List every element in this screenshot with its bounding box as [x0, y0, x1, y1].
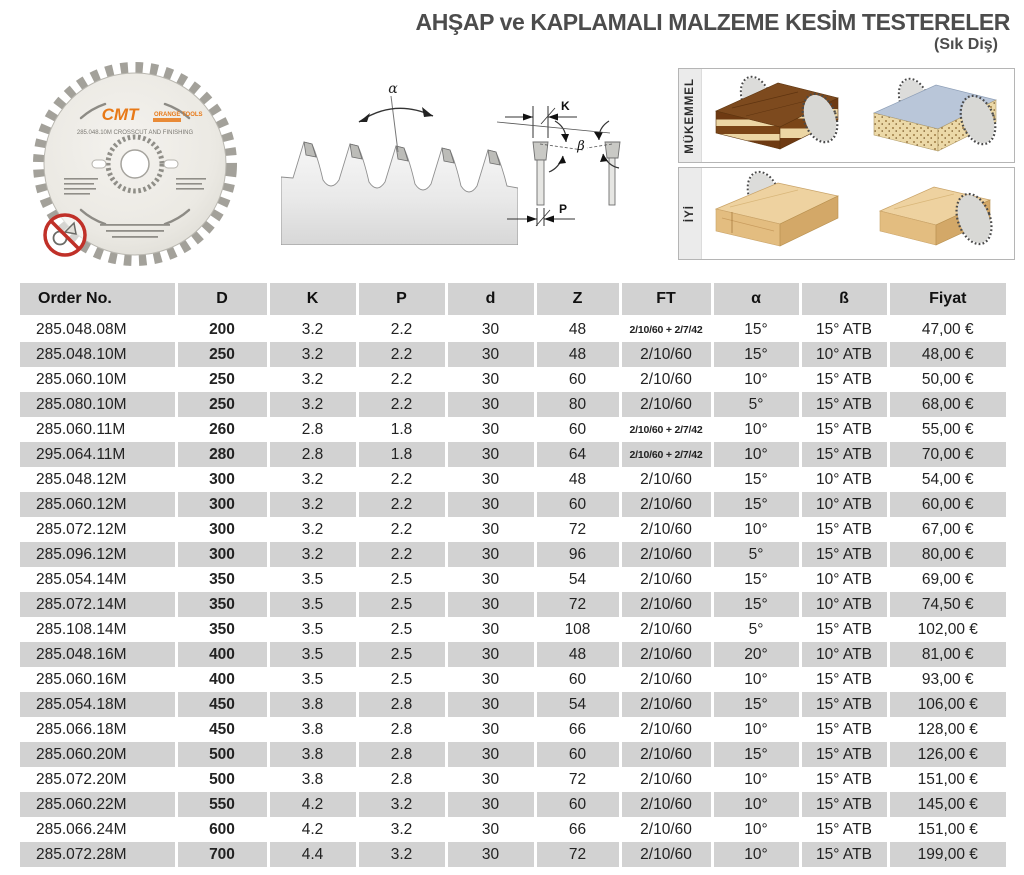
- cell-alpha: 15°: [712, 742, 800, 767]
- cell-z: 48: [535, 467, 620, 492]
- cell-d: 300: [176, 517, 268, 542]
- cell-alpha: 5°: [712, 392, 800, 417]
- table-row: [20, 542, 1006, 567]
- cell-p: 2.2: [357, 467, 446, 492]
- cell-d: 250: [176, 342, 268, 367]
- cell-ft: 2/10/60: [620, 467, 712, 492]
- cell-d: 500: [176, 767, 268, 792]
- cell-alpha: 10°: [712, 367, 800, 392]
- table-row: [20, 417, 1006, 442]
- cell-k: 2.8: [268, 442, 357, 467]
- cell-alpha: 15°: [712, 567, 800, 592]
- cell-price: 102,00 €: [888, 617, 1006, 642]
- cell-ft: 2/10/60: [620, 542, 712, 567]
- cell-bore: 30: [446, 367, 535, 392]
- cell-d: 280: [176, 442, 268, 467]
- cell-p: 2.8: [357, 767, 446, 792]
- cell-alpha: 10°: [712, 817, 800, 842]
- cell-order: 285.048.10M: [20, 342, 176, 367]
- cell-bore: 30: [446, 767, 535, 792]
- table-row: [20, 442, 1006, 467]
- cell-beta: 10° ATB: [800, 592, 888, 617]
- cell-d: 350: [176, 592, 268, 617]
- cell-price: 81,00 €: [888, 642, 1006, 667]
- cell-order: 285.060.10M: [36, 370, 127, 388]
- cell-ft: 2/10/60: [620, 367, 712, 392]
- cell-beta: 15° ATB: [800, 742, 888, 767]
- cell-k: 3.5: [268, 642, 357, 667]
- cell-price: 68,00 €: [888, 392, 1006, 417]
- cell-bore: 30: [446, 842, 535, 867]
- good-materials-art: [702, 169, 1012, 257]
- cell-z: 60: [535, 367, 620, 392]
- cell-order: 285.060.11M: [36, 420, 126, 438]
- cell-order: 285.060.20M: [20, 742, 176, 767]
- quality-box-good: [678, 167, 1015, 260]
- cell-price: 55,00 €: [888, 417, 1006, 442]
- cell-bore: 30: [446, 492, 535, 517]
- table-row: [20, 767, 1006, 792]
- cell-alpha: 10°: [712, 842, 800, 867]
- cell-p: 2.8: [357, 742, 446, 767]
- cell-k: 3.2: [268, 542, 357, 567]
- laminated-board: [716, 73, 844, 149]
- cell-d: 550: [176, 792, 268, 817]
- cell-bore: 30: [446, 542, 535, 567]
- header: [370, 10, 1010, 54]
- cell-price: 128,00 €: [888, 717, 1006, 742]
- cell-d: 700: [176, 842, 268, 867]
- table-row: [20, 692, 1006, 717]
- column-header-d: D: [176, 283, 268, 316]
- cell-beta: 15° ATB: [800, 767, 888, 792]
- cell-ft: 2/10/60: [620, 567, 712, 592]
- column-header-z: Z: [535, 283, 620, 316]
- quality-label-good-text: İYİ: [684, 204, 696, 223]
- left-tooth: [533, 142, 548, 205]
- cell-d: 300: [176, 542, 268, 567]
- cell-p: 2.2: [357, 367, 446, 392]
- cell-alpha: 10°: [712, 417, 800, 442]
- cell-ft: 2/10/60: [620, 817, 712, 842]
- table-row: [20, 392, 1006, 417]
- right-tooth: [605, 142, 620, 205]
- cell-z: 60: [535, 417, 620, 442]
- table-row: [20, 617, 1006, 642]
- cell-beta: 15° ATB: [800, 542, 888, 567]
- cell-alpha: 5°: [712, 542, 800, 567]
- cell-alpha: 10°: [712, 667, 800, 692]
- bore-hole: [121, 150, 149, 178]
- cell-bore: 30: [446, 817, 535, 842]
- cell-beta: 15° ATB: [800, 316, 888, 342]
- cell-k: 4.2: [268, 792, 357, 817]
- cell-p: 2.5: [357, 592, 446, 617]
- cell-z: 60: [535, 667, 620, 692]
- p-dimension: [507, 202, 575, 226]
- cell-k: 3.2: [268, 392, 357, 417]
- cell-p: 2.5: [357, 642, 446, 667]
- cell-beta: 15° ATB: [800, 717, 888, 742]
- blade-model-text: 285.048.10M CROSSCUT AND FINISHING: [76, 130, 194, 136]
- cell-z: 48: [535, 316, 620, 342]
- cell-k: 3.8: [268, 742, 357, 767]
- cell-z: 60: [535, 742, 620, 767]
- cell-k: 3.8: [268, 717, 357, 742]
- cell-z: 66: [535, 717, 620, 742]
- cell-beta: 10° ATB: [800, 467, 888, 492]
- svg-text:α: α: [388, 81, 398, 97]
- cell-k: 3.2: [268, 492, 357, 517]
- table-row: [20, 667, 1006, 692]
- kerf-angle-diagram: [497, 76, 665, 240]
- cell-alpha: 20°: [712, 642, 800, 667]
- cell-alpha: 10°: [712, 442, 800, 467]
- key-slot-left: [92, 160, 106, 168]
- cell-ft: 2/10/60: [620, 592, 712, 617]
- cell-p: 2.5: [357, 567, 446, 592]
- table-row: [20, 316, 1006, 342]
- cell-order: 285.054.14M: [36, 570, 127, 588]
- cell-bore: 30: [446, 417, 535, 442]
- page-subtitle: (Sık Diş): [933, 36, 998, 54]
- spec-table-body: [20, 316, 1006, 867]
- cell-z: 48: [535, 342, 620, 367]
- cell-z: 72: [535, 517, 620, 542]
- table-row: [20, 842, 1006, 867]
- cell-z: 72: [535, 767, 620, 792]
- cell-ft: 2/10/60: [620, 742, 712, 767]
- cell-alpha: 15°: [712, 692, 800, 717]
- cell-p: 2.8: [357, 692, 446, 717]
- quality-label-excellent: [679, 69, 702, 162]
- cell-alpha: 15°: [712, 492, 800, 517]
- cell-order: 285.060.16M: [36, 670, 127, 688]
- cell-price: 93,00 €: [888, 667, 1006, 692]
- cell-ft: 2/10/60: [620, 667, 712, 692]
- k-dimension: [505, 99, 577, 138]
- cell-price: 70,00 €: [888, 442, 1006, 467]
- excellent-materials-art: [702, 70, 1012, 160]
- cell-alpha: 10°: [712, 717, 800, 742]
- cell-price: 74,50 €: [888, 592, 1006, 617]
- cell-k: 2.8: [268, 417, 357, 442]
- cell-beta: 15° ATB: [800, 367, 888, 392]
- cell-p: 1.8: [357, 442, 446, 467]
- cell-d: 250: [176, 392, 268, 417]
- cell-order: 285.048.16M: [20, 642, 176, 667]
- saw-blade-photo: [8, 56, 258, 272]
- cell-price: 80,00 €: [888, 542, 1006, 567]
- cell-k: 3.5: [268, 592, 357, 617]
- cell-k: 3.8: [268, 767, 357, 792]
- cell-p: 2.2: [357, 542, 446, 567]
- prohibition-icon: [45, 215, 85, 255]
- cell-ft: 2/10/60 + 2/7/42: [620, 442, 712, 467]
- cell-order: 285.072.20M: [36, 770, 127, 788]
- column-header-p: P: [357, 283, 446, 316]
- column-header-beta: ß: [800, 283, 888, 316]
- cell-bore: 30: [446, 467, 535, 492]
- column-header-k: K: [268, 283, 357, 316]
- cell-p: 3.2: [357, 792, 446, 817]
- cell-z: 96: [535, 542, 620, 567]
- cell-ft: 2/10/60: [620, 842, 712, 867]
- cell-beta: 15° ATB: [800, 517, 888, 542]
- cell-beta: 15° ATB: [800, 417, 888, 442]
- cell-k: 4.4: [268, 842, 357, 867]
- cell-beta: 15° ATB: [800, 792, 888, 817]
- cell-d: 300: [176, 467, 268, 492]
- table-row: [20, 367, 1006, 392]
- cell-order: 285.066.24M: [36, 820, 127, 838]
- table-row: [20, 717, 1006, 742]
- cell-d: 300: [176, 492, 268, 517]
- cell-alpha: 15°: [712, 342, 800, 367]
- table-row: [20, 467, 1006, 492]
- cell-k: 3.5: [268, 567, 357, 592]
- cell-ft: 2/10/60: [620, 492, 712, 517]
- cell-ft: 2/10/60: [620, 717, 712, 742]
- cell-beta: 15° ATB: [800, 692, 888, 717]
- cell-z: 108: [535, 617, 620, 642]
- tooth-profile-diagram: [281, 80, 518, 245]
- column-header-order: Order No.: [20, 283, 176, 316]
- cell-alpha: 15°: [712, 592, 800, 617]
- cell-alpha: 5°: [712, 617, 800, 642]
- cell-p: 2.5: [357, 617, 446, 642]
- cell-z: 48: [535, 642, 620, 667]
- cell-alpha: 10°: [712, 767, 800, 792]
- cell-p: 2.5: [357, 667, 446, 692]
- table-row: [20, 792, 1006, 817]
- cell-d: 500: [176, 742, 268, 767]
- cell-price: 126,00 €: [888, 742, 1006, 767]
- softwood-board: [716, 169, 838, 246]
- cell-order: 285.108.14M: [36, 620, 127, 638]
- cell-z: 60: [535, 492, 620, 517]
- cell-ft: 2/10/60: [620, 617, 712, 642]
- key-slot-right: [164, 160, 178, 168]
- column-header-price: Fiyat: [888, 283, 1006, 316]
- cell-d: 400: [176, 642, 268, 667]
- cell-order: 285.072.14M: [20, 592, 176, 617]
- cell-order: 285.072.12M: [36, 520, 127, 538]
- cell-ft: 2/10/60: [620, 642, 712, 667]
- table-row: [20, 517, 1006, 542]
- cell-d: 350: [176, 617, 268, 642]
- cell-p: 2.2: [357, 392, 446, 417]
- cell-p: 2.2: [357, 517, 446, 542]
- cell-order: 285.060.22M: [20, 792, 176, 817]
- cell-d: 250: [176, 367, 268, 392]
- cell-k: 3.2: [268, 467, 357, 492]
- cell-price: 145,00 €: [888, 792, 1006, 817]
- cell-k: 4.2: [268, 817, 357, 842]
- cell-k: 3.2: [268, 316, 357, 342]
- cell-bore: 30: [446, 667, 535, 692]
- cell-order: 285.048.12M: [36, 470, 127, 488]
- cell-ft: 2/10/60 + 2/7/42: [620, 316, 712, 342]
- cell-d: 260: [176, 417, 268, 442]
- cell-bore: 30: [446, 316, 535, 342]
- cell-order: 285.066.18M: [36, 720, 127, 738]
- cell-price: 47,00 €: [888, 316, 1006, 342]
- cell-beta: 15° ATB: [800, 392, 888, 417]
- table-row: [20, 492, 1006, 517]
- cell-d: 600: [176, 817, 268, 842]
- cell-ft: 2/10/60: [620, 767, 712, 792]
- cell-z: 72: [535, 592, 620, 617]
- cell-order: 285.096.12M: [20, 542, 176, 567]
- cell-z: 64: [535, 442, 620, 467]
- cell-k: 3.8: [268, 692, 357, 717]
- cell-ft: 2/10/60: [620, 792, 712, 817]
- cell-price: 67,00 €: [888, 517, 1006, 542]
- cell-order: 295.064.11M: [20, 442, 176, 467]
- cell-order: 285.080.10M: [20, 392, 176, 417]
- quality-label-excellent-text: MÜKEMMEL: [684, 77, 696, 154]
- cell-beta: 15° ATB: [800, 817, 888, 842]
- cell-beta: 10° ATB: [800, 342, 888, 367]
- cell-price: 48,00 €: [888, 342, 1006, 367]
- cell-order: 285.054.18M: [20, 692, 176, 717]
- table-row: [20, 642, 1006, 667]
- cell-bore: 30: [446, 717, 535, 742]
- cell-alpha: 15°: [712, 316, 800, 342]
- cell-beta: 10° ATB: [800, 567, 888, 592]
- cell-d: 450: [176, 692, 268, 717]
- cell-price: 151,00 €: [888, 767, 1006, 792]
- cell-z: 54: [535, 567, 620, 592]
- cell-order: 285.072.28M: [20, 842, 176, 867]
- cell-z: 80: [535, 392, 620, 417]
- cell-d: 350: [176, 567, 268, 592]
- svg-text:K: K: [561, 99, 570, 113]
- cell-beta: 15° ATB: [800, 617, 888, 642]
- cell-price: 199,00 €: [888, 842, 1006, 867]
- cell-p: 2.2: [357, 316, 446, 342]
- cell-k: 3.5: [268, 667, 357, 692]
- cell-price: 60,00 €: [888, 492, 1006, 517]
- coated-board: [874, 75, 1002, 151]
- svg-text:P: P: [559, 202, 568, 216]
- cell-price: 54,00 €: [888, 467, 1006, 492]
- cell-k: 3.2: [268, 517, 357, 542]
- cell-beta: 15° ATB: [800, 442, 888, 467]
- cell-alpha: 15°: [712, 467, 800, 492]
- quality-label-good: [679, 168, 702, 259]
- cell-beta: 10° ATB: [800, 642, 888, 667]
- cell-d: 400: [176, 667, 268, 692]
- cell-bore: 30: [446, 592, 535, 617]
- cell-z: 66: [535, 817, 620, 842]
- table-row: [20, 342, 1006, 367]
- quality-box-excellent: [678, 68, 1015, 163]
- cell-d: 200: [176, 316, 268, 342]
- cell-bore: 30: [446, 617, 535, 642]
- column-header-alpha: α: [712, 283, 800, 316]
- cell-bore: 30: [446, 342, 535, 367]
- cell-z: 54: [535, 692, 620, 717]
- cell-beta: 10° ATB: [800, 492, 888, 517]
- cell-p: 2.2: [357, 342, 446, 367]
- cell-bore: 30: [446, 642, 535, 667]
- alpha-angle-annotation: [359, 81, 433, 152]
- column-header-bore: d: [446, 283, 535, 316]
- cell-bore: 30: [446, 692, 535, 717]
- beta-annotation: [497, 121, 619, 172]
- cell-bore: 30: [446, 392, 535, 417]
- cell-ft: 2/10/60: [620, 342, 712, 367]
- table-row: [20, 817, 1006, 842]
- cell-d: 450: [176, 717, 268, 742]
- column-header-ft: FT: [620, 283, 712, 316]
- cell-ft: 2/10/60: [620, 392, 712, 417]
- cell-bore: 30: [446, 742, 535, 767]
- cell-k: 3.5: [268, 617, 357, 642]
- cell-z: 60: [535, 792, 620, 817]
- cell-p: 2.2: [357, 492, 446, 517]
- cell-bore: 30: [446, 442, 535, 467]
- cell-beta: 15° ATB: [800, 842, 888, 867]
- cell-ft: 2/10/60: [620, 517, 712, 542]
- cell-price: 151,00 €: [888, 817, 1006, 842]
- cell-alpha: 10°: [712, 792, 800, 817]
- spec-table-head: [20, 283, 1006, 316]
- cell-p: 3.2: [357, 817, 446, 842]
- header-row: [20, 283, 1006, 316]
- cell-k: 3.2: [268, 367, 357, 392]
- cell-p: 1.8: [357, 417, 446, 442]
- cell-p: 3.2: [357, 842, 446, 867]
- hardwood-board: [880, 187, 998, 249]
- table-row: [20, 567, 1006, 592]
- cell-bore: 30: [446, 792, 535, 817]
- cell-bore: 30: [446, 517, 535, 542]
- svg-text:ORANGE TOOLS: ORANGE TOOLS: [154, 112, 203, 118]
- table-row: [20, 592, 1006, 617]
- svg-text:CMT: CMT: [101, 105, 139, 124]
- cell-order: 285.048.08M: [36, 320, 127, 338]
- cell-price: 106,00 €: [888, 692, 1006, 717]
- svg-text:β: β: [577, 139, 585, 154]
- cell-p: 2.8: [357, 717, 446, 742]
- cell-k: 3.2: [268, 342, 357, 367]
- cell-order: 285.060.12M: [20, 492, 176, 517]
- cell-alpha: 10°: [712, 517, 800, 542]
- cell-price: 69,00 €: [888, 567, 1006, 592]
- cell-ft: 2/10/60: [620, 692, 712, 717]
- cell-beta: 15° ATB: [800, 667, 888, 692]
- spec-table: [20, 283, 1006, 867]
- page-title: AHŞAP ve KAPLAMALI MALZEME KESİM TESTERELER: [415, 9, 1010, 35]
- cell-price: 50,00 €: [888, 367, 1006, 392]
- table-row: [20, 742, 1006, 767]
- cell-bore: 30: [446, 567, 535, 592]
- cell-z: 72: [535, 842, 620, 867]
- cell-ft: 2/10/60 + 2/7/42: [620, 417, 712, 442]
